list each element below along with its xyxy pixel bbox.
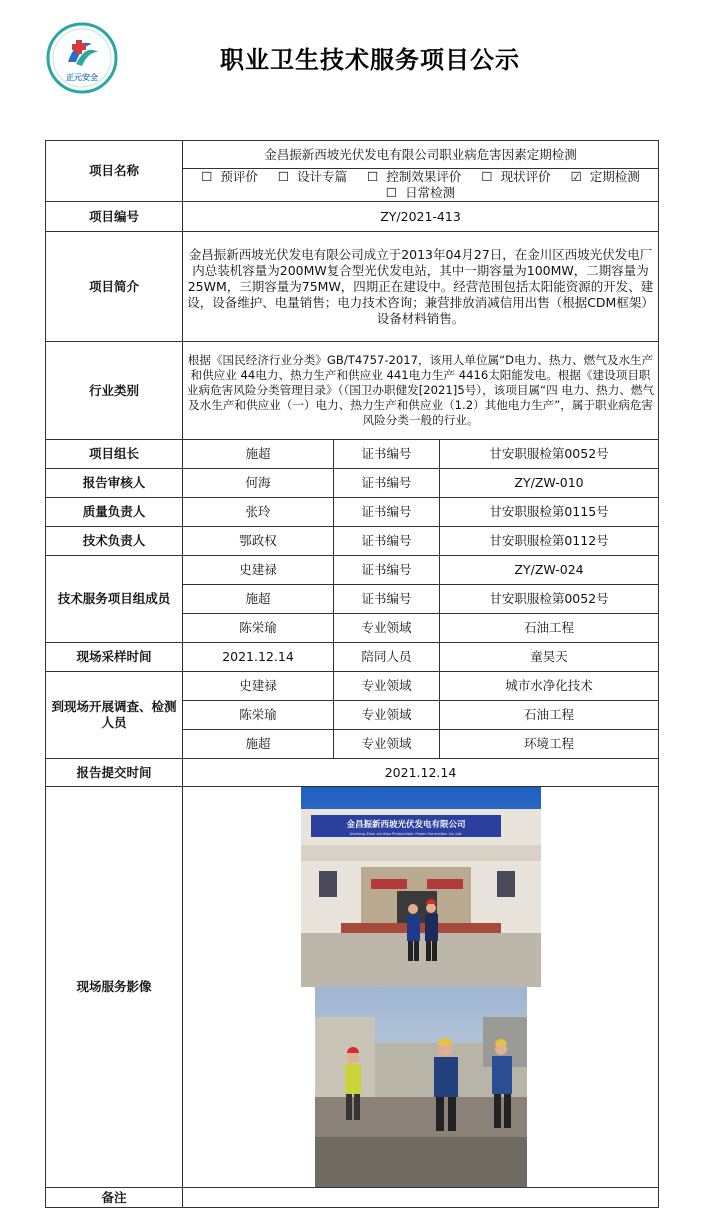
reviewer-value: ZY/ZW-010 xyxy=(440,469,659,498)
onsite-value: 城市水净化技术 xyxy=(440,672,659,701)
images-cell xyxy=(183,787,659,1188)
industry-label: 行业类别 xyxy=(46,342,183,440)
onsite-field: 专业领域 xyxy=(334,672,440,701)
project-number-label: 项目编号 xyxy=(46,202,183,232)
member-value: ZY/ZW-024 xyxy=(440,556,659,585)
member-field: 证书编号 xyxy=(334,556,440,585)
reviewer-name: 何海 xyxy=(183,469,334,498)
info-table xyxy=(45,140,659,1208)
onsite-name: 施超 xyxy=(183,730,334,759)
project-type-options xyxy=(183,169,659,202)
member-field: 专业领域 xyxy=(334,614,440,643)
member-value: 石油工程 xyxy=(440,614,659,643)
reviewer-field: 证书编号 xyxy=(334,469,440,498)
member-name: 施超 xyxy=(183,585,334,614)
quality-value: 甘安职服检第0115号 xyxy=(440,498,659,527)
site-photo-workers xyxy=(315,987,527,1187)
quality-label: 质量负责人 xyxy=(46,498,183,527)
tech-label: 技术负责人 xyxy=(46,527,183,556)
members-label: 技术服务项目组成员 xyxy=(46,556,183,643)
tech-value: 甘安职服检第0112号 xyxy=(440,527,659,556)
reviewer-label: 报告审核人 xyxy=(46,469,183,498)
page-title: 职业卫生技术服务项目公示 xyxy=(220,46,520,74)
leader-field: 证书编号 xyxy=(334,440,440,469)
onsite-value: 环境工程 xyxy=(440,730,659,759)
building-sign-text: 金昌振新西坡光伏发电有限公司 xyxy=(345,820,466,830)
industry-value: 根据《国民经济行业分类》GB/T4757-2017，该用人单位属“D电力、热力、燃气及水生产和供应业 44电力、热力生产和供应业 441电力生产 4416太阳能发电。根据《建设项目职业病危害风险分类管理目录》（（国卫办职健发[2021]5号），该项目属“四 电力、热力、燃气及水生产和供应业（一）电力、热力生产和供应业（1.2）其他电力生产”，属于职业病危害风险分类一般的行业。 xyxy=(183,342,659,440)
onsite-name: 史建禄 xyxy=(183,672,334,701)
onsite-field: 专业领域 xyxy=(334,730,440,759)
member-name: 史建禄 xyxy=(183,556,334,585)
option-daily-check: ☐ 日常检测 xyxy=(385,185,456,200)
quality-name: 张玲 xyxy=(183,498,334,527)
project-intro-label: 项目简介 xyxy=(46,232,183,342)
report-date: 2021.12.14 xyxy=(183,759,659,787)
member-field: 证书编号 xyxy=(334,585,440,614)
project-intro-value: 金昌振新西坡光伏发电有限公司成立于2013年04月27日，在金川区西坡光伏发电厂内总装机容量为200MW复合型光伏发电站，其中一期容量为100MW，二期容量为25WM，三期容量为75MW，四期正在建设中。经营范围包括太阳能资源的开发、建设，设备维护、电量销售；电力技术咨询；兼营排放消减信用出售（根据CDM框架）设备材料销售。 xyxy=(183,232,659,342)
option-control-eval: ☐ 控制效果评价 xyxy=(367,169,462,184)
site-photo-building xyxy=(301,787,541,987)
company-logo xyxy=(46,22,118,94)
option-pre-eval: ☐ 预评价 xyxy=(201,169,258,184)
building-sign-subtext: Jinchang Zhen xin Xipo Photovoltaic Power Generation Co.,Ltd. xyxy=(349,832,462,836)
accompany-value: 童昊天 xyxy=(440,643,659,672)
option-periodic-check: ☑ 定期检测 xyxy=(570,169,640,184)
leader-name: 施超 xyxy=(183,440,334,469)
onsite-label: 到现场开展调查、检测人员 xyxy=(46,672,183,759)
leader-value: 甘安职服检第0052号 xyxy=(440,440,659,469)
tech-field: 证书编号 xyxy=(334,527,440,556)
remark-value xyxy=(183,1188,659,1208)
remark-label: 备注 xyxy=(46,1188,183,1208)
tech-name: 鄂政权 xyxy=(183,527,334,556)
leader-label: 项目组长 xyxy=(46,440,183,469)
sampling-label: 现场采样时间 xyxy=(46,643,183,672)
project-name-label: 项目名称 xyxy=(46,141,183,202)
onsite-name: 陈栄瑜 xyxy=(183,701,334,730)
report-label: 报告提交时间 xyxy=(46,759,183,787)
option-design: ☐ 设计专篇 xyxy=(277,169,348,184)
onsite-value: 石油工程 xyxy=(440,701,659,730)
project-name-value: 金昌振新西坡光伏发电有限公司职业病危害因素定期检测 xyxy=(183,141,659,169)
project-number-value: ZY/2021-413 xyxy=(183,202,659,232)
accompany-label: 陪同人员 xyxy=(334,643,440,672)
onsite-field: 专业领域 xyxy=(334,701,440,730)
member-value: 甘安职服检第0052号 xyxy=(440,585,659,614)
member-name: 陈栄瑜 xyxy=(183,614,334,643)
images-label: 现场服务影像 xyxy=(46,787,183,1188)
quality-field: 证书编号 xyxy=(334,498,440,527)
sampling-date: 2021.12.14 xyxy=(183,643,334,672)
option-status-eval: ☐ 现状评价 xyxy=(481,169,551,184)
logo-text: 正元安全 xyxy=(66,73,98,82)
